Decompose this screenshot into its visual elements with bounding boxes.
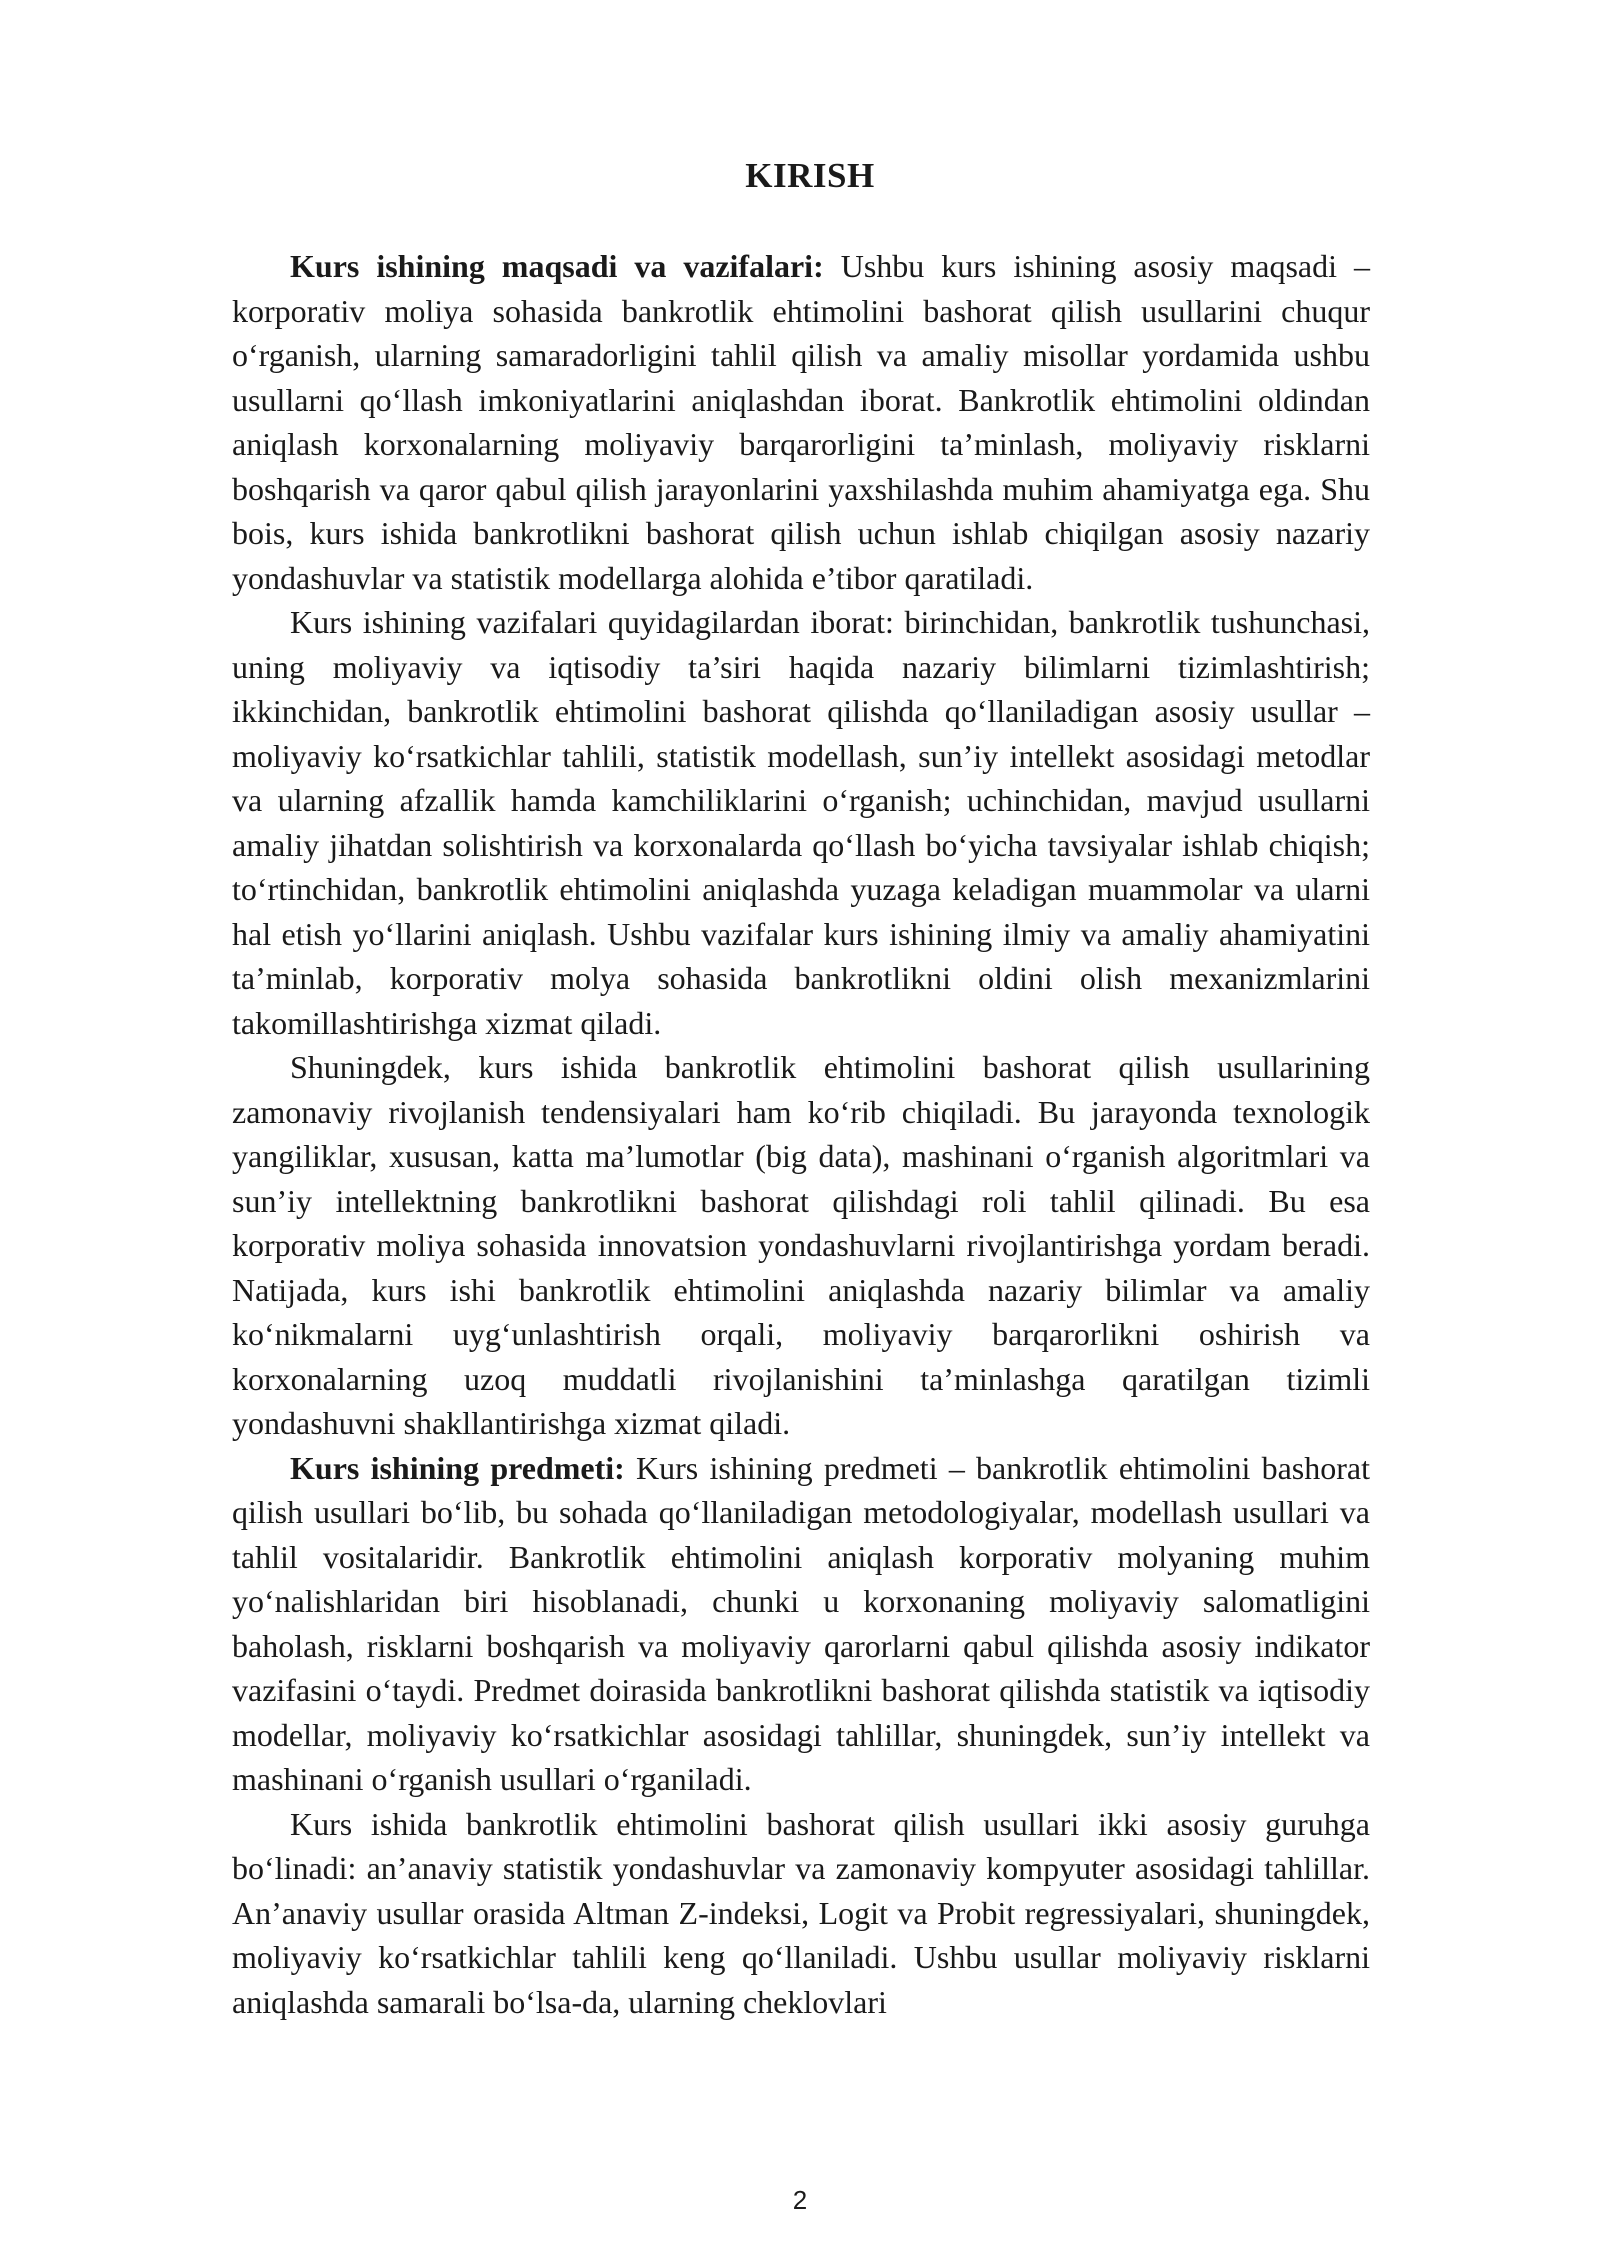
paragraph-text-methods: Kurs ishida bankrotlik ehtimolini bashorat qilish usullari ikki asosiy guruhga bo‘linadi: an’anaviy statistik yondashuvlar va zamonaviy kompyuter asosidagi tahlillar. An’anaviy usullar orasida Altman Z-indeksi, Logit va Probit regressiyalari, shuningdek, moliyaviy ko‘rsatkichlar tahlili keng qo‘llaniladi. Ushbu usullar moliyaviy risklarni aniqlashda samarali bo‘lsa-da, ularning cheklovlari bbox=[232, 1805, 1370, 2020]
paragraph-goals bbox=[232, 244, 1370, 600]
paragraph-trends bbox=[232, 1045, 1370, 1446]
paragraph-methods bbox=[232, 1802, 1370, 2025]
body-text bbox=[232, 244, 1370, 2024]
page-number: 2 bbox=[792, 2185, 808, 2215]
paragraph-tasks bbox=[232, 600, 1370, 1045]
paragraph-lead-goals: Kurs ishining maqsadi va vazifalari: bbox=[290, 248, 824, 284]
paragraph-text-trends: Shuningdek, kurs ishida bankrotlik ehtimolini bashorat qilish usullarining zamonaviy rivojlanish tendensiyalari ham ko‘rib chiqiladi. Bu jarayonda texnologik yangiliklar, xususan, katta ma’lumotlar (big data), mashinani o‘rganish algoritmlari va sun’iy intellektning bankrotlikni bashorat qilishdagi roli tahlil qilinadi. Bu esa korporativ moliya sohasida innovatsion yondashuvlarni rivojlantirishga yordam beradi. Natijada, kurs ishi bankrotlik ehtimolini aniqlashda nazariy bilimlar va amaliy ko‘nikmalarni uyg‘unlashtirish orqali, moliyaviy barqarorlikni oshirish va korxonalarning uzoq muddatli rivojlanishini ta’minlashga qaratilgan tizimli yondashuvni shakllantirishga xizmat qiladi. bbox=[232, 1049, 1370, 1441]
section-title: KIRISH bbox=[745, 156, 875, 195]
paragraph-subject bbox=[232, 1446, 1370, 1802]
paragraph-text-goals: Ushbu kurs ishining asosiy maqsadi – korporativ moliya sohasida bankrotlik ehtimolini bashorat qilish usullarini chuqur o‘rganish, ularning samaradorligini tahlil qilish va amaliy misollar yordamida ushbu usullarni qo‘llash imkoniyatlarini aniqlashdan iborat. Bankrotlik ehtimolini oldindan aniqlash korxonalarning moliyaviy barqarorligini ta’minlash, moliyaviy risklarni boshqarish va qaror qabul qilish jarayonlarini yaxshilashda muhim ahamiyatga ega. Shu bois, kurs ishida bankrotlikni bashorat qilish uchun ishlab chiqilgan asosiy nazariy yondashuvlar va statistik modellarga alohida e’tibor qaratiladi. bbox=[232, 248, 1371, 596]
paragraph-lead-subject: Kurs ishining predmeti: bbox=[290, 1449, 625, 1486]
paragraph-text-subject: Kurs ishining predmeti – bankrotlik ehtimolini bashorat qilish usullari bo‘lib, bu sohada qo‘llaniladigan metodologiyalar, modellash usullari va tahlil vositalaridir. Bankrotlik ehtimolini aniqlash korporativ molyaning muhim yo‘nalishlaridan biri hisoblanadi, chunki u korxonaning moliyaviy salomatligini baholash, risklarni boshqarish va moliyaviy qarorlarni qabul qilishda asosiy indikator vazifasini o‘taydi. Predmet doirasida bankrotlikni bashorat qilishda statistik va iqtisodiy modellar, moliyaviy ko‘rsatkichlar asosidagi tahlillar, shuningdek, sun’iy intellekt va mashinani o‘rganish usullari o‘rganiladi. bbox=[232, 1449, 1371, 1797]
paragraph-text-tasks: Kurs ishining vazifalari quyidagilardan iborat: birinchidan, bankrotlik tushunchasi, uning moliyaviy va iqtisodiy ta’siri haqida nazariy bilimlarni tizimlashtirish; ikkinchidan, bankrotlik ehtimolini bashorat qilishda qo‘llaniladigan asosiy usullar – moliyaviy ko‘rsatkichlar tahlili, statistik modellash, sun’iy intellekt asosidagi metodlar va ularning afzallik hamda kamchiliklarini o‘rganish; uchinchidan, mavjud usullarni amaliy jihatdan solishtirish va korxonalarda qo‘llash bo‘yicha tavsiyalar ishlab chiqish; to‘rtinchidan, bankrotlik ehtimolini aniqlashda yuzaga keladigan muammolar va ularni hal etish yo‘llarini aniqlash. Ushbu vazifalar kurs ishining ilmiy va amaliy ahamiyatini ta’minlab, korporativ molya sohasida bankrotlikni oldini olish mexanizmlarini takomillashtirishga xizmat qiladi. bbox=[232, 604, 1370, 1041]
